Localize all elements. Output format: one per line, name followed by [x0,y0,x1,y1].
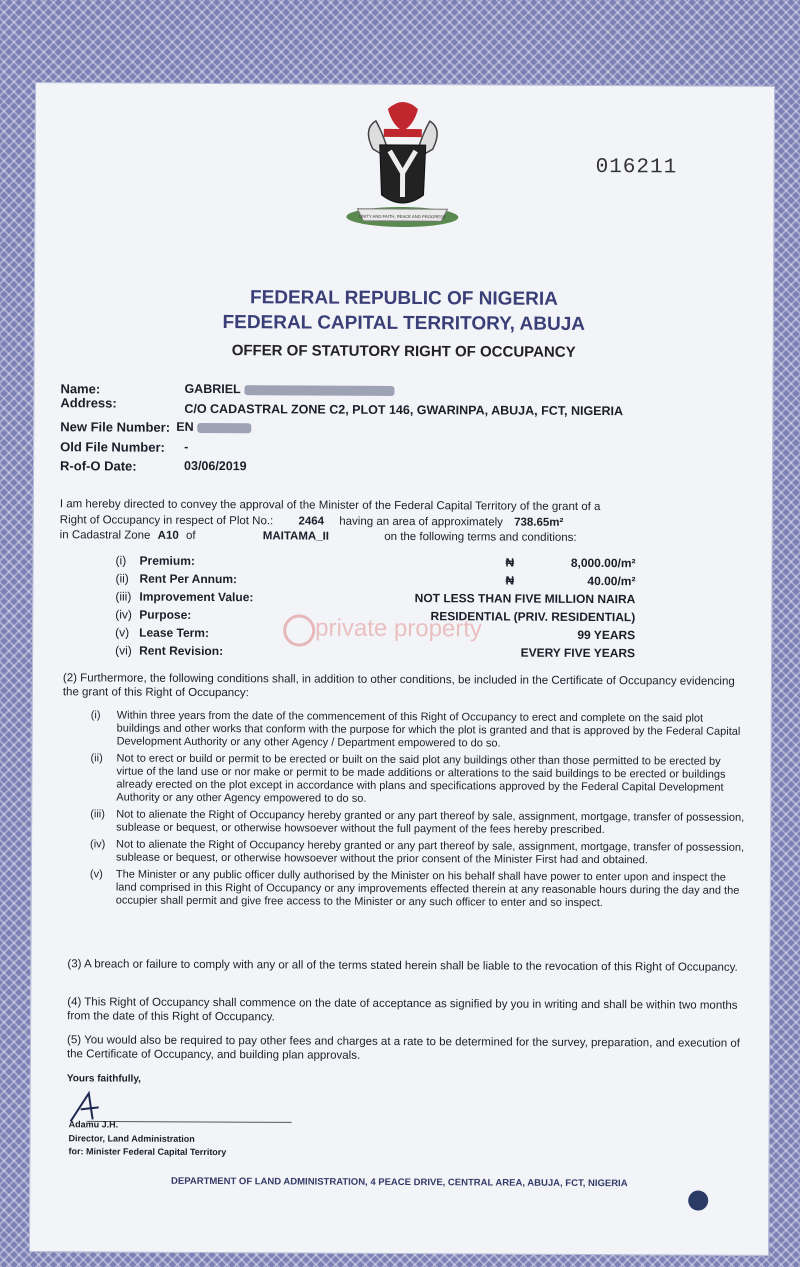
intro-line-2a: Right of Occupancy in respect of Plot No.: [59,514,274,528]
sub-condition-number: (iii) [90,808,105,821]
sub-condition-text: Not to alienate the Right of Occupancy hereby granted or any part thereof by sale, assignment, mortgage, transfer of possession, sublease or bequest, or otherwise howsoever without the prior consent of the Minister First had and obtained. [115,838,745,867]
plot-area: 738.65m² [514,516,564,529]
cadastral-zone: A10 [157,529,179,542]
old-file-value: - [184,439,189,454]
intro-line-1: I am hereby directed to convey the approval of the Minister of the Federal Capital Territory of the grant of a [59,498,601,514]
condition-3: (3) A breach or failure to comply with any or all of the terms stated herein shall be liable to the revocation of this Right of Occupancy. [67,958,738,974]
intro-line-3 [60,528,577,545]
signatory-name: Adamu J.H. [68,1119,119,1130]
term-number: (v) [115,625,130,640]
sub-condition-text: The Minister or any public officer dully authorised by the Minister on his behalf shall have power to enter upon and inspect the land comprised in this Right of Occupancy or any improvements effected therein at any reasonable hours during the day and the occupier shall permit and give free access to the Minister or any such officer to enter and so inspect. [115,868,740,910]
redaction-blur [244,385,394,396]
heading-fct-abuja: FEDERAL CAPITAL TERRITORY, ABUJA [222,312,586,335]
coat-of-arms-icon [327,99,478,235]
intro-line-3a: in Cadastral Zone [59,529,151,542]
department-footer: DEPARTMENT OF LAND ADMINISTRATION, 4 PEACE DRIVE, CENTRAL AREA, ABUJA, FCT, NIGERIA [171,1175,628,1190]
sub-condition [90,752,748,807]
crest-motto: UNITY AND FAITH, PEACE AND PROGRESS [359,213,446,220]
term-label: Premium: [139,553,195,568]
term-value: 99 YEARS [577,627,636,643]
certificate-sheet [29,82,775,1256]
term-row [115,643,635,664]
condition-5: (5) You would also be required to pay other fees and charges at a rate to be determined for the survey, preparation, and execution of the Certificate of Occupancy, and building plan approvals. [66,1034,741,1062]
name-value-text: GABRIEL [184,381,241,397]
name-value [184,382,394,397]
old-file-label: Old File Number: [60,439,165,455]
heading-offer-title: OFFER OF STATUTORY RIGHT OF OCCUPANCY [231,342,576,361]
sub-condition-number: (i) [90,709,101,722]
address-value: C/O CADASTRAL ZONE C2, PLOT 146, GWARINPA, ABUJA, FCT, NIGERIA [184,401,624,419]
condition-2-sublist [90,709,749,914]
term-label: Purpose: [139,607,192,622]
plot-number: 2464 [298,515,325,528]
rofo-date-label: R-of-O Date: [60,458,137,474]
document-serial-number: 016211 [595,156,678,180]
new-file-label: New File Number: [60,419,171,435]
term-currency: ₦ [505,555,515,570]
sub-condition-text: Within three years from the date of the commencement of this Right of Occupancy to erect and complete on the said plot buildings and other works that conform with the purpose for which the plot is granted and that is approved by the Federal Capital Development Authority or any other Agency / Department empowered to do so. [116,709,741,750]
district-name: MAITAMA_II [262,530,330,543]
term-number: (vi) [115,643,132,658]
sub-condition-number: (ii) [90,752,103,765]
sub-condition [91,709,749,751]
watermark-text: private property [315,614,483,643]
watermark-pin-icon [283,614,315,646]
intro-line-2 [60,513,564,530]
sub-condition-number: (iv) [90,838,106,851]
term-number: (i) [115,553,127,568]
term-number: (iv) [115,607,132,622]
term-number: (ii) [115,571,129,586]
name-label: Name: [60,381,101,397]
term-value: 40.00/m² [587,573,636,589]
signatory-title: Director, Land Administration [68,1133,195,1144]
rofo-date-value: 03/06/2019 [184,458,247,474]
redaction-blur [197,423,251,433]
term-label: Rent Per Annum: [139,571,238,587]
condition-2: (2) Furthermore, the following conditions shall, in addition to other conditions, be included in the Certificate of Occupancy evidencing the grant of this Right of Occupancy: [62,672,735,700]
sub-condition [90,838,748,867]
term-value: NOT LESS THAN FIVE MILLION NAIRA [414,591,636,607]
term-value: EVERY FIVE YEARS [520,645,636,661]
terms-list [115,553,636,664]
heading-federal-republic: FEDERAL REPUBLIC OF NIGERIA [249,287,558,310]
term-label: Improvement Value: [139,589,254,605]
sub-condition-text: Not to erect or build or permit to be erected or built on the said plot any buildings other than those permitted to be erected by virtue of the land use or nor make or permit to be made additions or alterations to the said buildings to be erected or buildings already erected on the plot except in accordance with plans and specifications approved by the Federal Capital Development Authority or any other Agency empowered to do so. [116,752,726,805]
seal-icon [688,1191,708,1211]
sub-condition-text: Not to alienate the Right of Occupancy hereby granted or any part thereof by sale, assignment, mortgage, transfer of possession, sublease or bequest, or otherwise howsoever without the full payment of the fees hereby prescribed. [116,808,745,837]
condition-4: (4) This Right of Occupancy shall commence on the date of acceptance as signified by you in writing and shall be within two months from the date of this Right of Occupancy. [67,996,738,1024]
signatory-for: for: Minister Federal Capital Territory [68,1146,227,1158]
address-label: Address: [60,395,117,411]
new-file-value [176,420,251,434]
term-label: Lease Term: [139,625,210,640]
term-number: (iii) [115,589,132,604]
term-label: Rent Revision: [139,643,224,659]
sub-condition [90,868,748,910]
sub-condition [90,808,748,837]
term-currency: ₦ [505,573,515,588]
intro-line-3c: on the following terms and conditions: [384,530,577,544]
intro-line-2b: having an area of approximately [339,515,503,529]
new-file-value-text: EN [176,419,194,434]
term-value: RESIDENTIAL (PRIV. RESIDENTIAL) [430,609,636,625]
sub-condition-number: (v) [89,868,103,881]
term-value: 8,000.00/m² [570,555,636,571]
closing-phrase: Yours faithfully, [66,1073,141,1085]
intro-line-3b: of [185,529,196,542]
